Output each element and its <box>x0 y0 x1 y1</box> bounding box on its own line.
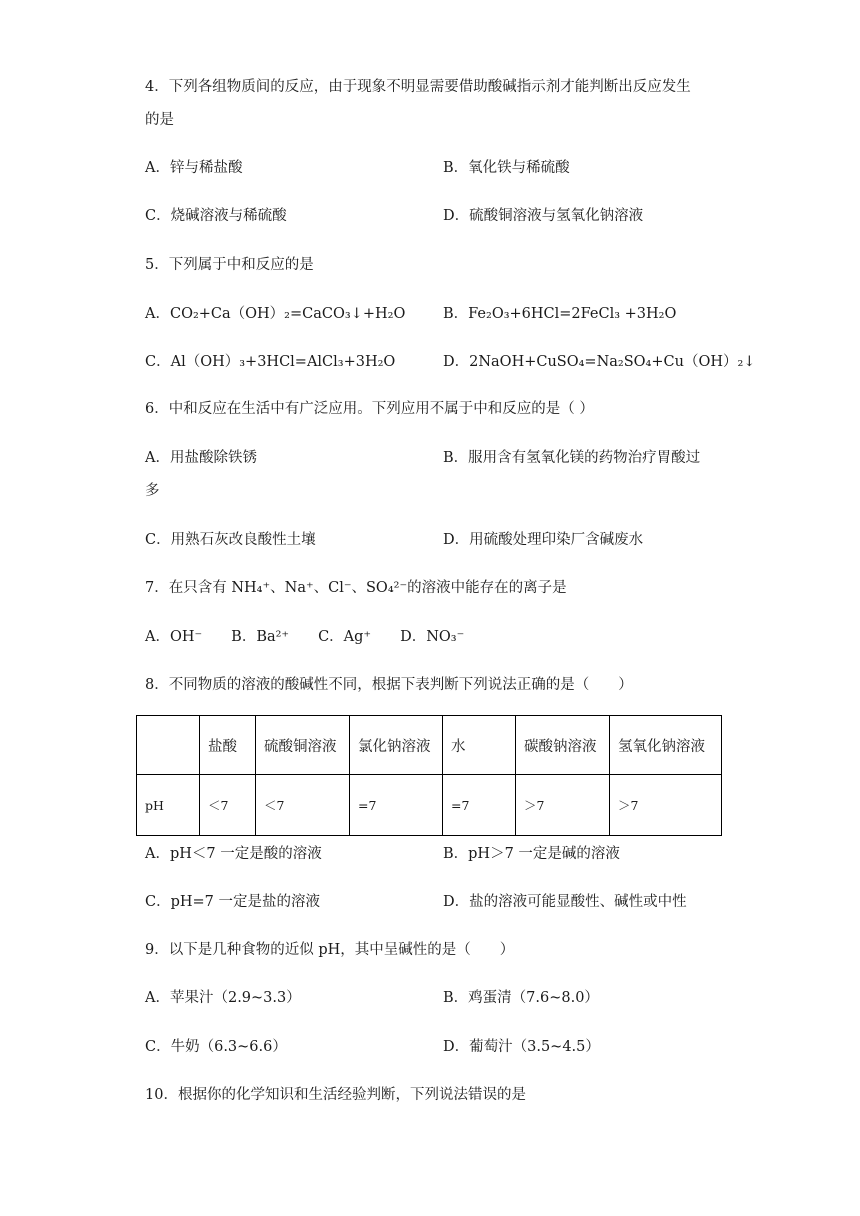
q5-option-d: D．2NaOH+CuSO₄=Na₂SO₄+Cu（OH）₂↓ <box>443 354 756 370</box>
table-header-cell: 碳酸钠溶液 <box>516 716 610 775</box>
q4-option-d: D．硫酸铜溶液与氢氧化钠溶液 <box>443 208 644 224</box>
q5-stem: 5．下列属于中和反应的是 <box>145 257 314 273</box>
q6-stem: 6．中和反应在生活中有广泛应用。下列应用不属于中和反应的是（ ） <box>145 401 594 417</box>
q6-option-a: A．用盐酸除铁锈 <box>145 450 257 466</box>
q9-option-b: B．鸡蛋清（7.6~8.0） <box>443 990 599 1006</box>
q7-options: A．OH⁻ B．Ba²⁺ C．Ag⁺ D．NO₃⁻ <box>145 629 465 645</box>
q4-option-a: A．锌与稀盐酸 <box>145 160 243 176</box>
q5-option-c: C．Al（OH）₃+3HCl=AlCl₃+3H₂O <box>145 354 396 370</box>
q6-option-b: B．服用含有氢氧化镁的药物治疗胃酸过 <box>443 450 701 466</box>
q9-option-a: A．苹果汁（2.9~3.3） <box>145 990 301 1006</box>
table-header-cell: 氯化钠溶液 <box>350 716 443 775</box>
table-header-cell: 水 <box>443 716 516 775</box>
q6-option-b-continuation: 多 <box>145 483 160 499</box>
q6-option-d: D．用硫酸处理印染厂含碱废水 <box>443 532 644 548</box>
q4-option-c: C．烧碱溶液与稀硫酸 <box>145 208 287 224</box>
q5-option-a: A．CO₂+Ca（OH）₂=CaCO₃↓+H₂O <box>145 306 406 322</box>
q10-stem: 10．根据你的化学知识和生活经验判断，下列说法错误的是 <box>145 1087 526 1103</box>
q8-option-a: A．pH＜7 一定是酸的溶液 <box>145 846 322 862</box>
q7-stem: 7．在只含有 NH₄⁺、Na⁺、Cl⁻、SO₄²⁻的溶液中能存在的离子是 <box>145 580 567 596</box>
q5-option-b: B．Fe₂O₃+6HCl=2FeCl₃ +3H₂O <box>443 306 677 322</box>
q8-option-c: C．pH=7 一定是盐的溶液 <box>145 894 321 910</box>
table-cell: ＞7 <box>610 775 722 836</box>
q8-stem: 8．不同物质的溶液的酸碱性不同，根据下表判断下列说法正确的是（ ） <box>145 677 633 693</box>
q8-option-d: D．盐的溶液可能显酸性、碱性或中性 <box>443 894 687 910</box>
q8-option-b: B．pH＞7 一定是碱的溶液 <box>443 846 620 862</box>
table-cell: ＞7 <box>516 775 610 836</box>
q9-option-c: C．牛奶（6.3~6.6） <box>145 1039 287 1055</box>
q9-option-d: D．葡萄汁（3.5~4.5） <box>443 1039 600 1055</box>
table-cell-label: pH <box>137 775 200 836</box>
table-cell: =7 <box>350 775 443 836</box>
table-header-cell: 硫酸铜溶液 <box>256 716 350 775</box>
table-cell: ＜7 <box>200 775 256 836</box>
q4-option-b: B．氧化铁与稀硫酸 <box>443 160 570 176</box>
ph-table <box>136 715 722 836</box>
table-header-cell: 氢氧化钠溶液 <box>610 716 722 775</box>
table-header-row <box>137 716 722 775</box>
q4-stem-line1: 4．下列各组物质间的反应，由于现象不明显需要借助酸碱指示剂才能判断出反应发生 <box>145 79 691 95</box>
table-cell: ＜7 <box>256 775 350 836</box>
q9-stem: 9．以下是几种食物的近似 pH，其中呈碱性的是（ ） <box>145 942 515 958</box>
table-cell: =7 <box>443 775 516 836</box>
table-header-cell-empty <box>137 716 200 775</box>
q4-stem-line2: 的是 <box>145 112 174 128</box>
table-header-cell: 盐酸 <box>200 716 256 775</box>
q6-option-c: C．用熟石灰改良酸性土壤 <box>145 532 316 548</box>
table-row <box>137 775 722 836</box>
